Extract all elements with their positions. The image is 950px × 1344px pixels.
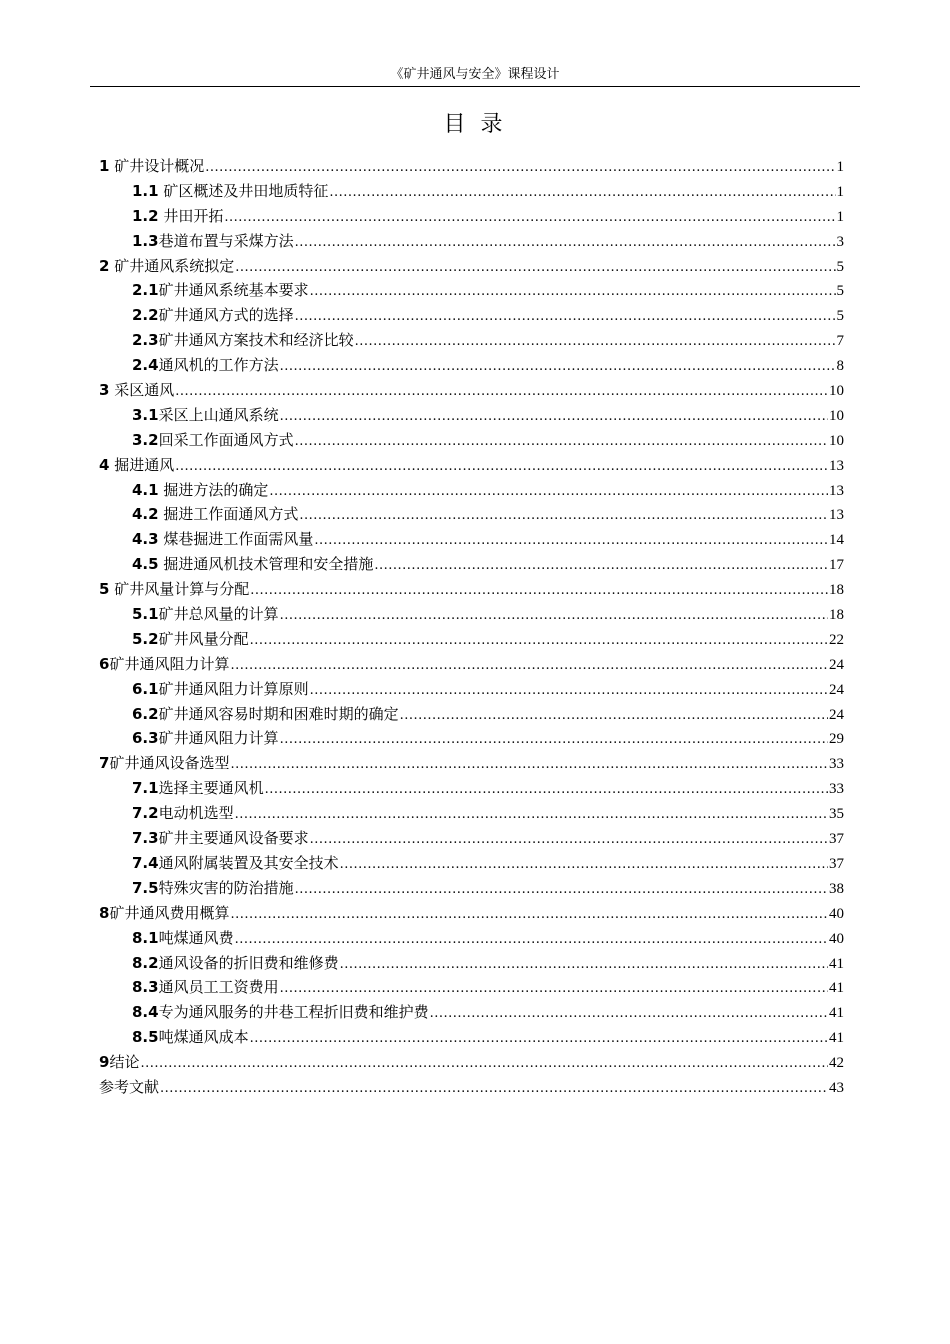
toc-entry[interactable] <box>99 354 844 379</box>
toc-entry-page: 1 <box>836 183 844 200</box>
toc-entry-page: 3 <box>836 233 844 250</box>
toc-entry-number: 8.2 <box>132 953 159 972</box>
toc-entry-label: 采区上山通风系统 <box>158 405 279 424</box>
toc-entry-number: 3.1 <box>132 405 159 424</box>
toc-leader-dots <box>280 732 828 747</box>
toc-leader-dots <box>250 1031 828 1046</box>
toc-leader-dots <box>269 484 828 499</box>
toc-entry-number: 6.1 <box>132 679 159 698</box>
toc-entry[interactable] <box>99 329 844 354</box>
toc-entry[interactable] <box>99 553 844 578</box>
toc-entry[interactable] <box>99 777 844 802</box>
toc-entry-page: 43 <box>829 1079 844 1096</box>
page-header: 《矿井通风与安全》课程设计 <box>390 67 560 82</box>
toc-entry[interactable] <box>99 703 844 728</box>
toc-leader-dots <box>140 1056 828 1071</box>
toc-title: 目 录 <box>443 112 507 137</box>
toc-entry-number: 4.3 <box>132 530 159 549</box>
toc-leader-dots <box>175 459 828 474</box>
toc-entry-label: 矿井通风阻力计算 <box>109 654 230 673</box>
toc-entry[interactable] <box>99 653 844 678</box>
toc-entry[interactable] <box>99 1026 844 1051</box>
toc-entry[interactable] <box>99 927 844 952</box>
toc-entry-label: 参考文献 <box>99 1077 160 1096</box>
toc-entry-label: 巷道布置与采煤方法 <box>158 231 294 250</box>
toc-entry-page: 24 <box>829 656 844 673</box>
toc-entry-label: 特殊灾害的防治措施 <box>158 878 294 897</box>
toc-entry-page: 22 <box>829 631 844 648</box>
toc-entry-label: 矿井总风量的计算 <box>158 605 279 624</box>
toc-entry-label: 矿井通风系统拟定 <box>114 256 235 275</box>
toc-entry[interactable] <box>99 304 844 329</box>
toc-entry-page: 42 <box>829 1055 844 1072</box>
toc-leader-dots <box>430 1006 828 1021</box>
toc-leader-dots <box>280 981 828 996</box>
toc-entry-label: 矿井通风系统基本要求 <box>158 281 309 300</box>
toc-entry-page: 18 <box>829 607 844 624</box>
toc-leader-dots <box>280 608 828 623</box>
toc-entry-number: 4 <box>99 455 110 474</box>
toc-leader-dots <box>340 957 828 972</box>
toc-entry-page: 17 <box>829 557 844 574</box>
toc-leader-dots <box>295 434 828 449</box>
toc-leader-dots <box>340 857 828 872</box>
toc-entry-page: 29 <box>829 731 844 748</box>
toc-entry-number: 8.5 <box>132 1028 159 1047</box>
toc-entry[interactable] <box>99 404 844 429</box>
toc-entry-page: 14 <box>829 532 844 549</box>
toc-entry[interactable] <box>99 877 844 902</box>
toc-entry-label: 掘进通风机技术管理和安全措施 <box>163 555 374 574</box>
toc-leader-dots <box>295 309 836 324</box>
toc-entry-page: 7 <box>836 333 844 350</box>
toc-entry-label: 煤巷掘进工作面需风量 <box>163 530 314 549</box>
toc-entry-number: 7.4 <box>132 853 159 872</box>
toc-entry[interactable] <box>99 429 844 454</box>
toc-entry-number: 8.4 <box>132 1003 159 1022</box>
toc-entry-label: 矿井设计概况 <box>114 157 205 175</box>
toc-entry-number: 2.4 <box>132 356 159 375</box>
toc-entry-label: 矿井通风阻力计算原则 <box>158 679 309 698</box>
toc-entry-page: 13 <box>829 482 844 499</box>
toc-leader-dots <box>374 558 828 573</box>
toc-leader-dots <box>310 284 836 299</box>
toc-leader-dots <box>280 409 828 424</box>
toc-entry-number: 9 <box>99 1053 110 1072</box>
toc-entry-page: 1 <box>836 159 844 175</box>
toc-leader-dots <box>295 882 828 897</box>
toc-leader-dots <box>235 807 828 822</box>
toc-entry[interactable] <box>99 678 844 703</box>
toc-entry[interactable] <box>99 255 844 280</box>
toc-entry-page: 10 <box>829 383 844 400</box>
toc-entry[interactable] <box>99 155 844 180</box>
toc-entry[interactable] <box>99 180 844 205</box>
toc-entry-number: 5.2 <box>132 629 159 648</box>
toc-leader-dots <box>310 832 828 847</box>
toc-entry[interactable] <box>99 852 844 877</box>
toc-entry[interactable] <box>99 952 844 977</box>
toc-entry-number: 5 <box>99 580 110 599</box>
toc-entry-number: 1 <box>99 157 110 175</box>
toc-entry-page: 38 <box>829 880 844 897</box>
toc-leader-dots <box>329 185 835 200</box>
toc-entry[interactable] <box>99 578 844 603</box>
toc-entry-number: 5.1 <box>132 605 159 624</box>
toc-entry-page: 5 <box>836 308 844 325</box>
toc-entry-page: 33 <box>829 756 844 773</box>
toc-entry-label: 矿井通风方式的选择 <box>158 306 294 325</box>
toc-entry-page: 40 <box>829 905 844 922</box>
toc-entry-number: 4.5 <box>132 555 159 574</box>
toc-entry[interactable] <box>99 727 844 752</box>
toc-entry-page: 18 <box>829 582 844 599</box>
toc-leader-dots <box>295 235 836 250</box>
toc-entry-page: 35 <box>829 806 844 823</box>
toc-entry-number: 4.2 <box>132 505 159 524</box>
toc-entry-label: 井田开拓 <box>163 206 224 225</box>
toc-entry-page: 41 <box>829 955 844 972</box>
toc-entry-label: 电动机选型 <box>158 804 234 823</box>
toc-entry-number: 7.2 <box>132 804 159 823</box>
toc-entry-number: 7.5 <box>132 878 159 897</box>
toc-entry-label: 矿井风量分配 <box>158 629 249 648</box>
toc-leader-dots <box>310 683 828 698</box>
toc-entry[interactable] <box>99 454 844 479</box>
toc-leader-dots <box>205 160 835 175</box>
toc-entry[interactable] <box>99 205 844 230</box>
toc-entry-page: 40 <box>829 930 844 947</box>
toc-entry-number: 3 <box>99 381 110 400</box>
toc-entry-label: 矿区概述及井田地质特征 <box>163 181 329 200</box>
toc-leader-dots <box>160 1081 828 1096</box>
toc-entry-page: 10 <box>829 407 844 424</box>
toc-entry-number: 2.2 <box>132 306 159 325</box>
toc-leader-dots <box>250 583 828 598</box>
toc-entry[interactable] <box>99 802 844 827</box>
toc-entry-page: 24 <box>829 681 844 698</box>
toc-entry-label: 采区通风 <box>114 381 175 400</box>
toc-entry-label: 结论 <box>109 1053 140 1072</box>
toc-entry-number: 6 <box>99 654 110 673</box>
toc-leader-dots <box>230 757 828 772</box>
toc-entry-label: 专为通风服务的井巷工程折旧费和维护费 <box>158 1003 429 1022</box>
toc-entry[interactable] <box>99 230 844 255</box>
toc-leader-dots <box>235 932 828 947</box>
toc-leader-dots <box>265 782 828 797</box>
toc-entry-label: 掘进通风 <box>114 455 175 474</box>
toc-entry-number: 8 <box>99 903 110 922</box>
toc-entry-label: 通风设备的折旧费和维修费 <box>158 953 339 972</box>
toc-entry-page: 13 <box>829 457 844 474</box>
toc-entry-page: 41 <box>829 1005 844 1022</box>
toc-entry-page: 33 <box>829 781 844 798</box>
toc-entry-page: 41 <box>829 980 844 997</box>
toc-entry-page: 37 <box>829 855 844 872</box>
toc-leader-dots <box>400 708 828 723</box>
toc-entry[interactable] <box>99 603 844 628</box>
toc-entry-number: 2.1 <box>132 281 159 300</box>
toc-entry-number: 7.1 <box>132 779 159 798</box>
toc-entry-page: 5 <box>836 258 844 275</box>
toc-entry[interactable] <box>99 379 844 404</box>
header-divider <box>90 86 860 87</box>
toc-entry-page: 13 <box>829 507 844 524</box>
toc-entry[interactable] <box>99 827 844 852</box>
toc-entry-number: 1.1 <box>132 181 159 200</box>
toc-entry[interactable] <box>99 1001 844 1026</box>
toc-leader-dots <box>250 633 828 648</box>
toc-entry[interactable] <box>99 479 844 504</box>
toc-leader-dots <box>235 260 835 275</box>
toc-entry-label: 吨煤通风费 <box>158 928 234 947</box>
toc-entry-page: 5 <box>836 283 844 300</box>
toc-entry-number: 4.1 <box>132 480 159 499</box>
toc-entry-number: 8.1 <box>132 928 159 947</box>
toc-entry-label: 矿井通风费用概算 <box>109 903 230 922</box>
toc-entry-label: 掘进工作面通风方式 <box>163 505 299 524</box>
toc-entry-number: 8.3 <box>132 978 159 997</box>
toc-entry-label: 回采工作面通风方式 <box>158 430 294 449</box>
toc-entry-number: 2.3 <box>132 331 159 350</box>
toc-leader-dots <box>230 658 828 673</box>
toc-leader-dots <box>175 384 828 399</box>
toc-entry-page: 8 <box>836 358 844 375</box>
toc-entry-label: 矿井风量计算与分配 <box>114 580 250 599</box>
toc-leader-dots <box>314 533 828 548</box>
toc-leader-dots <box>299 508 828 523</box>
toc-entry-label: 矿井通风容易时期和困难时期的确定 <box>158 704 399 723</box>
toc-entry-label: 吨煤通风成本 <box>158 1028 249 1047</box>
toc-entry-label: 通风员工工资费用 <box>158 978 279 997</box>
toc-entry[interactable] <box>99 279 844 304</box>
toc-leader-dots <box>230 907 828 922</box>
toc-leader-dots <box>355 334 836 349</box>
toc-entry[interactable] <box>99 503 844 528</box>
toc-entry-number: 2 <box>99 256 110 275</box>
toc-entry-label: 掘进方法的确定 <box>163 480 269 499</box>
toc-entry-page: 10 <box>829 432 844 449</box>
toc-entry-number: 6.3 <box>132 729 159 748</box>
toc-entry-number: 7.3 <box>132 829 159 848</box>
toc-entry-number: 6.2 <box>132 704 159 723</box>
toc-entry-number: 3.2 <box>132 430 159 449</box>
toc-entry-number: 1.3 <box>132 231 159 250</box>
toc-entry-label: 矿井通风方案技术和经济比较 <box>158 331 354 350</box>
toc-entry-label: 矿井通风设备选型 <box>109 754 230 773</box>
toc-entry[interactable] <box>99 902 844 927</box>
toc-entry-page: 37 <box>829 831 844 848</box>
toc-entry[interactable] <box>99 976 844 1001</box>
toc-entry-number: 1.2 <box>132 206 159 225</box>
toc-entry[interactable] <box>99 528 844 553</box>
toc-entry-number: 7 <box>99 754 110 773</box>
toc-leader-dots <box>280 359 836 374</box>
toc-entry-page: 1 <box>836 208 844 225</box>
toc-entry-label: 选择主要通风机 <box>158 779 264 798</box>
toc-entry[interactable] <box>99 752 844 777</box>
toc-leader-dots <box>224 210 835 225</box>
table-of-contents <box>99 155 844 1101</box>
toc-entry[interactable] <box>99 1076 844 1101</box>
toc-entry-label: 矿井主要通风设备要求 <box>158 829 309 848</box>
toc-entry-label: 通风机的工作方法 <box>158 356 279 375</box>
toc-entry[interactable] <box>99 628 844 653</box>
toc-entry[interactable] <box>99 1051 844 1076</box>
toc-entry-page: 24 <box>829 706 844 723</box>
toc-entry-label: 矿井通风阻力计算 <box>158 729 279 748</box>
toc-entry-label: 通风附属装置及其安全技术 <box>158 853 339 872</box>
toc-entry-page: 41 <box>829 1030 844 1047</box>
